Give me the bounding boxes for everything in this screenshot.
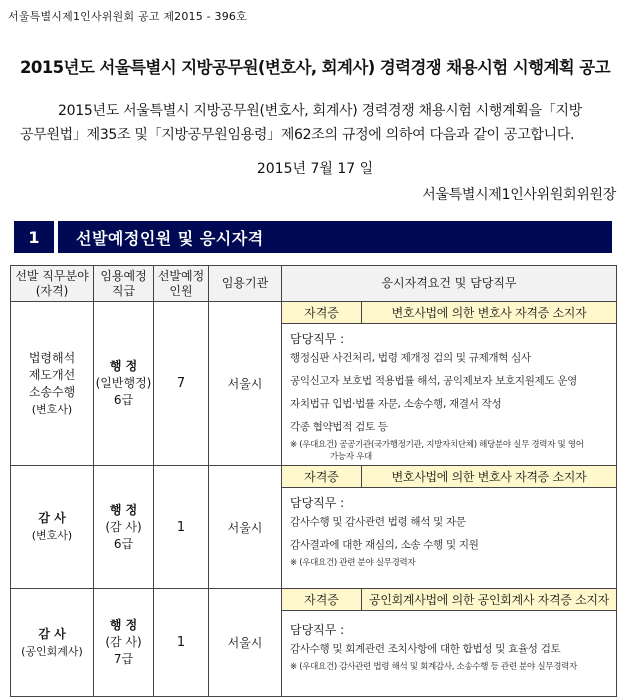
grade-line3: 6급 (113, 536, 134, 551)
duty-heading: 담당직무 : (290, 332, 345, 346)
duty-heading: 담당직무 : (290, 496, 345, 510)
notice-number: 서울특별시제1인사위원회 공고 제2015 - 396호 (8, 10, 247, 23)
requirements-cell (282, 466, 617, 589)
org-cell: 서울시 (209, 589, 282, 697)
requirements-cell (282, 302, 617, 466)
field-line: 제도개선 (28, 367, 76, 382)
grade-line2: (일반행정) (95, 376, 152, 390)
qualification-label: 자격증 (282, 466, 362, 487)
preference-note: ※ (우대요건) 공공기관(국가행정기관, 지방자치단체) 해당분야 실무 경력자 및 영어 (290, 440, 584, 450)
qualification-label: 자격증 (282, 302, 362, 323)
grade-line2: (감 사) (105, 519, 142, 534)
org-cell: 서울시 (209, 466, 282, 589)
notice-date: 2015년 7월 17 일 (256, 161, 374, 177)
table-header-row (11, 266, 617, 302)
table-row (11, 589, 617, 697)
issuer-name: 서울특별시제1인사위원회위원장 (422, 187, 616, 203)
preference-note: ※ (우대요건) 관련 분야 실무경력자 (290, 558, 416, 568)
header-org: 임용기관 (209, 266, 282, 302)
header-field-line1: 선발 직무분야 (15, 268, 89, 283)
duty-item: 감사결과에 대한 재심의, 소송 수행 및 지원 (290, 539, 479, 551)
grade-cell (94, 466, 154, 589)
grade-line1: 행 정 (109, 502, 138, 517)
field-cell (11, 589, 94, 697)
header-field-line2: (자격) (35, 283, 69, 298)
preference-note: ※ (우대요건) 감사관련 법령 해석 및 회계감사, 소송수행 등 관련 분야 실무경력자 (290, 662, 577, 672)
field-line: 감 사 (38, 626, 66, 641)
duty-item: 감사수행 및 회계관련 조치사항에 대한 합법성 및 효율성 검토 (290, 643, 561, 655)
duty-item: 자치법규 입법·법률 자문, 소송수행, 재결서 작성 (290, 398, 502, 410)
grade-line1: 행 정 (109, 618, 138, 632)
qualification-value: 공인회계사법에 의한 공인회계사 자격증 소지자 (362, 589, 616, 610)
header-grade-line1: 임용예정 (100, 268, 147, 283)
header-grade (94, 266, 154, 302)
header-field (11, 266, 94, 302)
requirements-cell (282, 589, 617, 697)
qualification-row (282, 589, 616, 611)
grade-line3: 7급 (113, 652, 134, 666)
qualification-row (282, 466, 616, 488)
intro-paragraph (20, 99, 620, 147)
duty-item: 공익신고자 보호법 적용법률 해석, 공익제보자 보호지원제도 운영 (290, 375, 578, 387)
field-line: 법령해석 (28, 350, 76, 365)
qualification-value: 변호사법에 의한 변호사 자격증 소지자 (362, 302, 616, 323)
grade-cell (94, 302, 154, 466)
header-count-line1: 선발예정 (157, 268, 205, 283)
header-grade-line2: 직급 (111, 283, 136, 298)
grade-line1: 행 정 (109, 359, 138, 373)
qualification-label: 자격증 (282, 589, 362, 610)
header-count (154, 266, 209, 302)
qualification-value: 변호사법에 의한 변호사 자격증 소지자 (362, 466, 616, 487)
qualification-row (282, 302, 616, 324)
header-count-line2: 인원 (169, 283, 193, 298)
intro-line-1: 2015년도 서울특별시 지방공무원(변호사, 회계사) 경력경쟁 채용시험 시행계획을「지방 (58, 103, 582, 119)
field-sub: (공인회계사) (21, 644, 83, 658)
section-title: 선발예정인원 및 응시자격 (58, 221, 612, 253)
section-number: 1 (14, 221, 54, 253)
grade-line3: 6급 (113, 393, 134, 407)
page-title: 2015년도 서울특별시 지방공무원(변호사, 회계사) 경력경쟁 채용시험 시행계획 공고 (20, 58, 610, 77)
count-cell: 1 (154, 466, 209, 589)
field-cell (11, 466, 94, 589)
field-sub: (변호사) (31, 402, 73, 416)
field-line: 소송수행 (28, 384, 76, 399)
grade-cell (94, 589, 154, 697)
preference-note-cont: 가능자 우대 (330, 452, 372, 462)
org-cell: 서울시 (209, 302, 282, 466)
duty-item: 행정심판 사건처리, 법령 제개정 검의 및 규제개혁 심사 (290, 352, 531, 364)
section-header (14, 221, 612, 253)
duty-item: 감사수행 및 감사관련 법령 해석 및 자문 (290, 516, 466, 528)
intro-line-2: 공무원법」제35조 및「지방공무원임용령」제62조의 규정에 의하여 다음과 같이 공고합니다. (20, 127, 575, 143)
count-cell: 1 (154, 589, 209, 697)
duty-heading: 담당직무 : (290, 623, 345, 637)
field-sub: (변호사) (31, 529, 73, 542)
duty-item: 각종 협약법적 검토 등 (290, 421, 388, 433)
count-cell: 7 (154, 302, 209, 466)
header-requirements: 응시자격요건 및 담당직무 (282, 266, 617, 302)
recruitment-table (10, 265, 617, 697)
field-cell (11, 302, 94, 466)
table-row (11, 466, 617, 589)
field-line: 감 사 (38, 511, 66, 525)
grade-line2: (감 사) (105, 635, 142, 649)
table-row (11, 302, 617, 466)
